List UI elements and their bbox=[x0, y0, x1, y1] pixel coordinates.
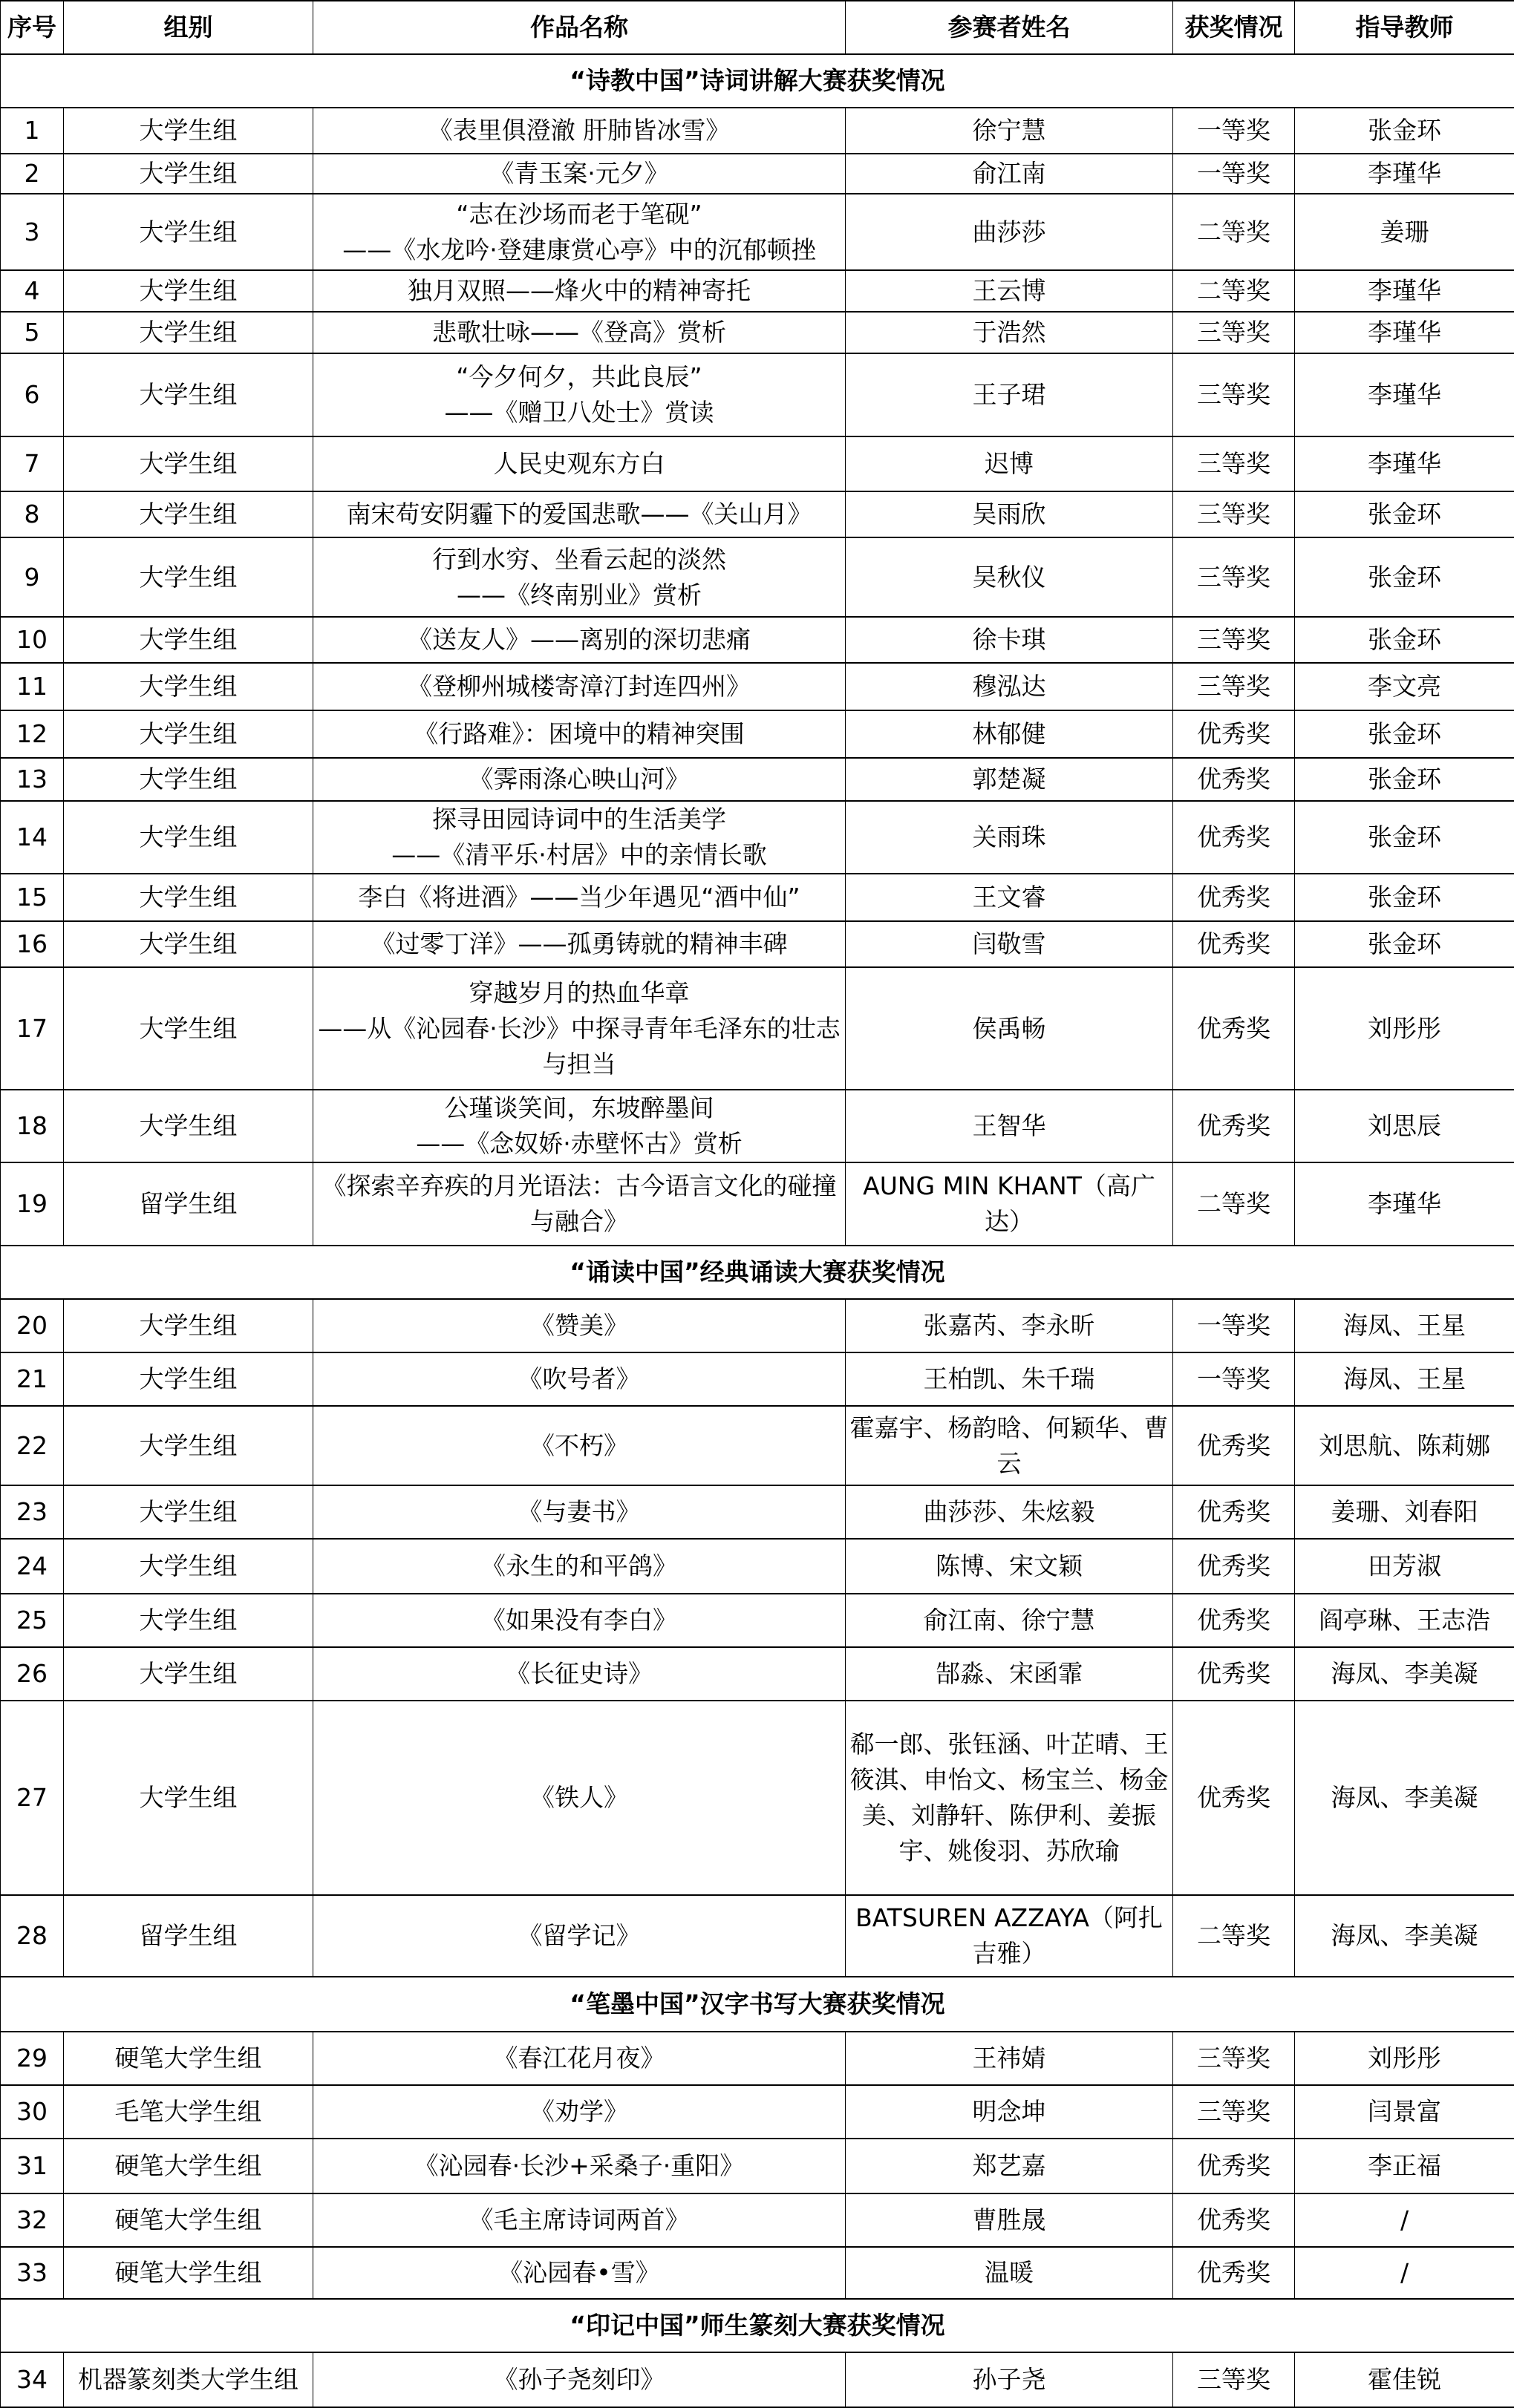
cell-teacher: 李瑾华 bbox=[1295, 353, 1514, 436]
header-award: 获奖情况 bbox=[1173, 1, 1295, 54]
cell-group: 大学生组 bbox=[64, 1299, 313, 1352]
cell-work-title: 《赞美》 bbox=[313, 1299, 846, 1352]
cell-group: 大学生组 bbox=[64, 270, 313, 312]
table-row bbox=[1, 491, 1514, 537]
cell-group: 大学生组 bbox=[64, 154, 313, 194]
cell-work-title: “今夕何夕，共此良辰” ——《赠卫八处士》赏读 bbox=[313, 353, 846, 436]
cell-index: 26 bbox=[1, 1647, 64, 1701]
cell-award: 三等奖 bbox=[1173, 2352, 1295, 2407]
cell-teacher: 刘思航、陈莉娜 bbox=[1295, 1406, 1514, 1485]
cell-participant: 霍嘉宇、杨韵晗、何颖华、曹云 bbox=[846, 1406, 1173, 1485]
cell-teacher: 海凤、王星 bbox=[1295, 1352, 1514, 1406]
cell-teacher: 张金环 bbox=[1295, 758, 1514, 801]
cell-participant: 郗一郎、张钰涵、叶芷晴、王筱淇、申怡文、杨宝兰、杨金美、刘静轩、陈伊利、姜振宇、姚俊羽、苏欣瑜 bbox=[846, 1701, 1173, 1895]
table-row bbox=[1, 108, 1514, 154]
cell-award: 三等奖 bbox=[1173, 2085, 1295, 2139]
cell-teacher: 李瑾华 bbox=[1295, 312, 1514, 353]
table-row bbox=[1, 617, 1514, 663]
cell-index: 10 bbox=[1, 617, 64, 663]
cell-work-title: 《与妻书》 bbox=[313, 1485, 846, 1539]
table-row bbox=[1, 1594, 1514, 1647]
cell-award: 一等奖 bbox=[1173, 1352, 1295, 1406]
cell-award: 一等奖 bbox=[1173, 154, 1295, 194]
table-row bbox=[1, 537, 1514, 617]
table-row bbox=[1, 353, 1514, 436]
cell-participant: 孙子尧 bbox=[846, 2352, 1173, 2407]
cell-participant: 闫敬雪 bbox=[846, 921, 1173, 967]
cell-group: 大学生组 bbox=[64, 312, 313, 353]
table-row bbox=[1, 194, 1514, 270]
cell-index: 30 bbox=[1, 2085, 64, 2139]
cell-award: 优秀奖 bbox=[1173, 2193, 1295, 2247]
cell-award: 优秀奖 bbox=[1173, 2247, 1295, 2299]
cell-work-title: 《沁园春•雪》 bbox=[313, 2247, 846, 2299]
cell-work-title: 《吹号者》 bbox=[313, 1352, 846, 1406]
cell-award: 优秀奖 bbox=[1173, 1647, 1295, 1701]
cell-participant: 于浩然 bbox=[846, 312, 1173, 353]
cell-group: 硬笔大学生组 bbox=[64, 2193, 313, 2247]
table-row bbox=[1, 1162, 1514, 1246]
cell-work-title: 《探索辛弃疾的月光语法：古今语言文化的碰撞与融合》 bbox=[313, 1162, 846, 1246]
cell-index: 1 bbox=[1, 108, 64, 154]
cell-index: 11 bbox=[1, 663, 64, 710]
cell-group: 大学生组 bbox=[64, 663, 313, 710]
cell-teacher: 海凤、李美凝 bbox=[1295, 1895, 1514, 1977]
cell-index: 15 bbox=[1, 874, 64, 921]
table-row bbox=[1, 1647, 1514, 1701]
cell-participant: 俞江南 bbox=[846, 154, 1173, 194]
section-title: “笔墨中国”汉字书写大赛获奖情况 bbox=[1, 1977, 1514, 2032]
section-header-row bbox=[1, 54, 1514, 108]
table-row bbox=[1, 1299, 1514, 1352]
cell-work-title: 探寻田园诗词中的生活美学 ——《清平乐·村居》中的亲情长歌 bbox=[313, 801, 846, 874]
cell-index: 20 bbox=[1, 1299, 64, 1352]
cell-index: 22 bbox=[1, 1406, 64, 1485]
cell-group: 大学生组 bbox=[64, 491, 313, 537]
cell-index: 6 bbox=[1, 353, 64, 436]
cell-teacher: 阎亭琳、王志浩 bbox=[1295, 1594, 1514, 1647]
cell-group: 大学生组 bbox=[64, 617, 313, 663]
table-row bbox=[1, 710, 1514, 758]
cell-award: 优秀奖 bbox=[1173, 967, 1295, 1090]
cell-work-title: 独月双照——烽火中的精神寄托 bbox=[313, 270, 846, 312]
cell-index: 33 bbox=[1, 2247, 64, 2299]
cell-index: 16 bbox=[1, 921, 64, 967]
cell-group: 大学生组 bbox=[64, 1406, 313, 1485]
cell-teacher: / bbox=[1295, 2193, 1514, 2247]
cell-work-title: 穿越岁月的热血华章 ——从《沁园春·长沙》中探寻青年毛泽东的壮志与担当 bbox=[313, 967, 846, 1090]
cell-award: 一等奖 bbox=[1173, 108, 1295, 154]
cell-work-title: 《送友人》——离别的深切悲痛 bbox=[313, 617, 846, 663]
cell-teacher: 刘彤彤 bbox=[1295, 2032, 1514, 2085]
cell-work-title: 《留学记》 bbox=[313, 1895, 846, 1977]
section-header-row bbox=[1, 2299, 1514, 2352]
cell-work-title: 《永生的和平鸽》 bbox=[313, 1539, 846, 1594]
cell-participant: 侯禹畅 bbox=[846, 967, 1173, 1090]
cell-award: 二等奖 bbox=[1173, 1895, 1295, 1977]
cell-work-title: 《沁园春·长沙+采桑子·重阳》 bbox=[313, 2139, 846, 2193]
cell-index: 4 bbox=[1, 270, 64, 312]
cell-group: 大学生组 bbox=[64, 1647, 313, 1701]
table-row bbox=[1, 1485, 1514, 1539]
cell-participant: AUNG MIN KHANT（高广达） bbox=[846, 1162, 1173, 1246]
cell-teacher: 张金环 bbox=[1295, 537, 1514, 617]
cell-group: 大学生组 bbox=[64, 108, 313, 154]
cell-index: 19 bbox=[1, 1162, 64, 1246]
cell-index: 13 bbox=[1, 758, 64, 801]
cell-work-title: 《孙子尧刻印》 bbox=[313, 2352, 846, 2407]
table-row bbox=[1, 2352, 1514, 2407]
cell-award: 二等奖 bbox=[1173, 194, 1295, 270]
cell-teacher: 李瑾华 bbox=[1295, 270, 1514, 312]
cell-index: 24 bbox=[1, 1539, 64, 1594]
table-row bbox=[1, 1701, 1514, 1895]
cell-participant: 郑艺嘉 bbox=[846, 2139, 1173, 2193]
cell-group: 大学生组 bbox=[64, 921, 313, 967]
cell-award: 优秀奖 bbox=[1173, 1406, 1295, 1485]
cell-award: 优秀奖 bbox=[1173, 1485, 1295, 1539]
cell-teacher: 闫景富 bbox=[1295, 2085, 1514, 2139]
table-row bbox=[1, 270, 1514, 312]
table-row bbox=[1, 758, 1514, 801]
cell-group: 大学生组 bbox=[64, 1594, 313, 1647]
cell-award: 优秀奖 bbox=[1173, 874, 1295, 921]
cell-group: 大学生组 bbox=[64, 436, 313, 491]
cell-index: 3 bbox=[1, 194, 64, 270]
cell-index: 28 bbox=[1, 1895, 64, 1977]
cell-teacher: 海凤、李美凝 bbox=[1295, 1647, 1514, 1701]
cell-work-title: 南宋苟安阴霾下的爱国悲歌——《关山月》 bbox=[313, 491, 846, 537]
cell-participant: 俞江南、徐宁慧 bbox=[846, 1594, 1173, 1647]
cell-group: 大学生组 bbox=[64, 1701, 313, 1895]
cell-award: 三等奖 bbox=[1173, 537, 1295, 617]
cell-work-title: 《青玉案·元夕》 bbox=[313, 154, 846, 194]
table-body bbox=[1, 54, 1514, 2407]
cell-group: 机器篆刻类大学生组 bbox=[64, 2352, 313, 2407]
section-header-row bbox=[1, 1977, 1514, 2032]
cell-index: 12 bbox=[1, 710, 64, 758]
cell-group: 大学生组 bbox=[64, 710, 313, 758]
cell-award: 三等奖 bbox=[1173, 663, 1295, 710]
table-row bbox=[1, 436, 1514, 491]
cell-participant: 吴秋仪 bbox=[846, 537, 1173, 617]
cell-teacher: 刘彤彤 bbox=[1295, 967, 1514, 1090]
cell-participant: 吴雨欣 bbox=[846, 491, 1173, 537]
cell-group: 大学生组 bbox=[64, 1352, 313, 1406]
cell-group: 大学生组 bbox=[64, 1539, 313, 1594]
cell-group: 大学生组 bbox=[64, 353, 313, 436]
cell-work-title: 《不朽》 bbox=[313, 1406, 846, 1485]
table-row bbox=[1, 312, 1514, 353]
cell-group: 大学生组 bbox=[64, 1090, 313, 1162]
cell-award: 优秀奖 bbox=[1173, 758, 1295, 801]
cell-award: 优秀奖 bbox=[1173, 2139, 1295, 2193]
cell-work-title: 《表里俱澄澈 肝肺皆冰雪》 bbox=[313, 108, 846, 154]
cell-work-title: 《长征史诗》 bbox=[313, 1647, 846, 1701]
cell-group: 硬笔大学生组 bbox=[64, 2032, 313, 2085]
section-title: “诵读中国”经典诵读大赛获奖情况 bbox=[1, 1246, 1514, 1299]
cell-group: 硬笔大学生组 bbox=[64, 2247, 313, 2299]
table-row bbox=[1, 801, 1514, 874]
cell-award: 优秀奖 bbox=[1173, 801, 1295, 874]
cell-award: 优秀奖 bbox=[1173, 1090, 1295, 1162]
table-row bbox=[1, 1895, 1514, 1977]
cell-index: 18 bbox=[1, 1090, 64, 1162]
cell-award: 三等奖 bbox=[1173, 436, 1295, 491]
cell-index: 32 bbox=[1, 2193, 64, 2247]
cell-index: 21 bbox=[1, 1352, 64, 1406]
cell-work-title: 行到水穷、坐看云起的淡然 ——《终南别业》赏析 bbox=[313, 537, 846, 617]
section-header-row bbox=[1, 1246, 1514, 1299]
cell-work-title: 悲歌壮咏——《登高》赏析 bbox=[313, 312, 846, 353]
cell-award: 优秀奖 bbox=[1173, 921, 1295, 967]
cell-teacher: 张金环 bbox=[1295, 874, 1514, 921]
cell-index: 31 bbox=[1, 2139, 64, 2193]
cell-index: 25 bbox=[1, 1594, 64, 1647]
cell-award: 一等奖 bbox=[1173, 1299, 1295, 1352]
cell-participant: 王子珺 bbox=[846, 353, 1173, 436]
cell-teacher: 姜珊、刘春阳 bbox=[1295, 1485, 1514, 1539]
cell-teacher: 姜珊 bbox=[1295, 194, 1514, 270]
cell-participant: 陈博、宋文颖 bbox=[846, 1539, 1173, 1594]
cell-index: 17 bbox=[1, 967, 64, 1090]
cell-award: 三等奖 bbox=[1173, 617, 1295, 663]
cell-teacher: 李正福 bbox=[1295, 2139, 1514, 2193]
cell-group: 大学生组 bbox=[64, 537, 313, 617]
cell-work-title: 公瑾谈笑间，东坡醉墨间 ——《念奴娇·赤壁怀古》赏析 bbox=[313, 1090, 846, 1162]
cell-award: 三等奖 bbox=[1173, 312, 1295, 353]
cell-index: 29 bbox=[1, 2032, 64, 2085]
cell-award: 优秀奖 bbox=[1173, 1539, 1295, 1594]
cell-award: 三等奖 bbox=[1173, 2032, 1295, 2085]
header-teacher: 指导教师 bbox=[1295, 1, 1514, 54]
cell-work-title: 人民史观东方白 bbox=[313, 436, 846, 491]
cell-participant: 穆泓达 bbox=[846, 663, 1173, 710]
cell-work-title: 《毛主席诗词两首》 bbox=[313, 2193, 846, 2247]
cell-index: 34 bbox=[1, 2352, 64, 2407]
cell-group: 大学生组 bbox=[64, 967, 313, 1090]
cell-participant: 郜淼、宋函霏 bbox=[846, 1647, 1173, 1701]
header-index: 序号 bbox=[1, 1, 64, 54]
cell-teacher: 刘思辰 bbox=[1295, 1090, 1514, 1162]
cell-group: 大学生组 bbox=[64, 801, 313, 874]
cell-award: 二等奖 bbox=[1173, 1162, 1295, 1246]
header-row bbox=[1, 1, 1514, 54]
cell-participant: 温暖 bbox=[846, 2247, 1173, 2299]
cell-award: 优秀奖 bbox=[1173, 710, 1295, 758]
cell-index: 9 bbox=[1, 537, 64, 617]
section-title: “印记中国”师生篆刻大赛获奖情况 bbox=[1, 2299, 1514, 2352]
cell-participant: 曲莎莎 bbox=[846, 194, 1173, 270]
cell-participant: 明念坤 bbox=[846, 2085, 1173, 2139]
cell-teacher: 张金环 bbox=[1295, 617, 1514, 663]
cell-teacher: 张金环 bbox=[1295, 801, 1514, 874]
cell-work-title: 《过零丁洋》——孤勇铸就的精神丰碑 bbox=[313, 921, 846, 967]
cell-index: 8 bbox=[1, 491, 64, 537]
cell-participant: 郭楚凝 bbox=[846, 758, 1173, 801]
cell-work-title: “志在沙场而老于笔砚” ——《水龙吟·登建康赏心亭》中的沉郁顿挫 bbox=[313, 194, 846, 270]
cell-index: 27 bbox=[1, 1701, 64, 1895]
cell-teacher: 田芳淑 bbox=[1295, 1539, 1514, 1594]
cell-participant: 王文睿 bbox=[846, 874, 1173, 921]
cell-group: 留学生组 bbox=[64, 1895, 313, 1977]
cell-award: 三等奖 bbox=[1173, 491, 1295, 537]
cell-group: 大学生组 bbox=[64, 1485, 313, 1539]
cell-group: 毛笔大学生组 bbox=[64, 2085, 313, 2139]
cell-participant: BATSUREN AZZAYA（阿扎吉雅） bbox=[846, 1895, 1173, 1977]
cell-work-title: 《登柳州城楼寄漳汀封连四州》 bbox=[313, 663, 846, 710]
table-row bbox=[1, 921, 1514, 967]
cell-teacher: 海凤、李美凝 bbox=[1295, 1701, 1514, 1895]
cell-index: 7 bbox=[1, 436, 64, 491]
table-row bbox=[1, 967, 1514, 1090]
table-row bbox=[1, 2247, 1514, 2299]
cell-teacher: 张金环 bbox=[1295, 921, 1514, 967]
cell-group: 硬笔大学生组 bbox=[64, 2139, 313, 2193]
table-row bbox=[1, 663, 1514, 710]
cell-participant: 徐宁慧 bbox=[846, 108, 1173, 154]
cell-participant: 曹胜晟 bbox=[846, 2193, 1173, 2247]
table-row bbox=[1, 874, 1514, 921]
cell-index: 23 bbox=[1, 1485, 64, 1539]
cell-teacher: 张金环 bbox=[1295, 491, 1514, 537]
cell-participant: 王云博 bbox=[846, 270, 1173, 312]
cell-participant: 关雨珠 bbox=[846, 801, 1173, 874]
cell-teacher: 李文亮 bbox=[1295, 663, 1514, 710]
table-row bbox=[1, 2193, 1514, 2247]
cell-participant: 王祎婧 bbox=[846, 2032, 1173, 2085]
cell-work-title: 《如果没有李白》 bbox=[313, 1594, 846, 1647]
cell-award: 二等奖 bbox=[1173, 270, 1295, 312]
cell-participant: 迟博 bbox=[846, 436, 1173, 491]
cell-teacher: 海凤、王星 bbox=[1295, 1299, 1514, 1352]
cell-award: 优秀奖 bbox=[1173, 1594, 1295, 1647]
cell-participant: 林郁健 bbox=[846, 710, 1173, 758]
cell-group: 大学生组 bbox=[64, 758, 313, 801]
cell-teacher: 李瑾华 bbox=[1295, 1162, 1514, 1246]
cell-work-title: 《行路难》：困境中的精神突围 bbox=[313, 710, 846, 758]
cell-work-title: 《春江花月夜》 bbox=[313, 2032, 846, 2085]
cell-participant: 王智华 bbox=[846, 1090, 1173, 1162]
cell-work-title: 《劝学》 bbox=[313, 2085, 846, 2139]
cell-participant: 张嘉芮、李永昕 bbox=[846, 1299, 1173, 1352]
cell-group: 大学生组 bbox=[64, 194, 313, 270]
header-participant: 参赛者姓名 bbox=[846, 1, 1173, 54]
table-row bbox=[1, 2032, 1514, 2085]
cell-index: 2 bbox=[1, 154, 64, 194]
cell-participant: 徐卡琪 bbox=[846, 617, 1173, 663]
table-row bbox=[1, 2139, 1514, 2193]
cell-work-title: 李白《将进酒》——当少年遇见“酒中仙” bbox=[313, 874, 846, 921]
table-row bbox=[1, 154, 1514, 194]
cell-award: 优秀奖 bbox=[1173, 1701, 1295, 1895]
cell-award: 三等奖 bbox=[1173, 353, 1295, 436]
cell-group: 大学生组 bbox=[64, 874, 313, 921]
cell-participant: 曲莎莎、朱炫毅 bbox=[846, 1485, 1173, 1539]
cell-index: 5 bbox=[1, 312, 64, 353]
table-row bbox=[1, 1352, 1514, 1406]
cell-index: 14 bbox=[1, 801, 64, 874]
cell-teacher: 张金环 bbox=[1295, 108, 1514, 154]
cell-participant: 王柏凯、朱千瑞 bbox=[846, 1352, 1173, 1406]
cell-teacher: 李瑾华 bbox=[1295, 436, 1514, 491]
cell-teacher: 张金环 bbox=[1295, 710, 1514, 758]
table-row bbox=[1, 1406, 1514, 1485]
cell-teacher: / bbox=[1295, 2247, 1514, 2299]
header-work-title: 作品名称 bbox=[313, 1, 846, 54]
table-row bbox=[1, 1539, 1514, 1594]
section-title: “诗教中国”诗词讲解大赛获奖情况 bbox=[1, 54, 1514, 108]
cell-teacher: 李瑾华 bbox=[1295, 154, 1514, 194]
cell-group: 留学生组 bbox=[64, 1162, 313, 1246]
header-group: 组别 bbox=[64, 1, 313, 54]
table-row bbox=[1, 1090, 1514, 1162]
cell-teacher: 霍佳锐 bbox=[1295, 2352, 1514, 2407]
cell-work-title: 《霁雨涤心映山河》 bbox=[313, 758, 846, 801]
cell-work-title: 《铁人》 bbox=[313, 1701, 846, 1895]
table-row bbox=[1, 2085, 1514, 2139]
